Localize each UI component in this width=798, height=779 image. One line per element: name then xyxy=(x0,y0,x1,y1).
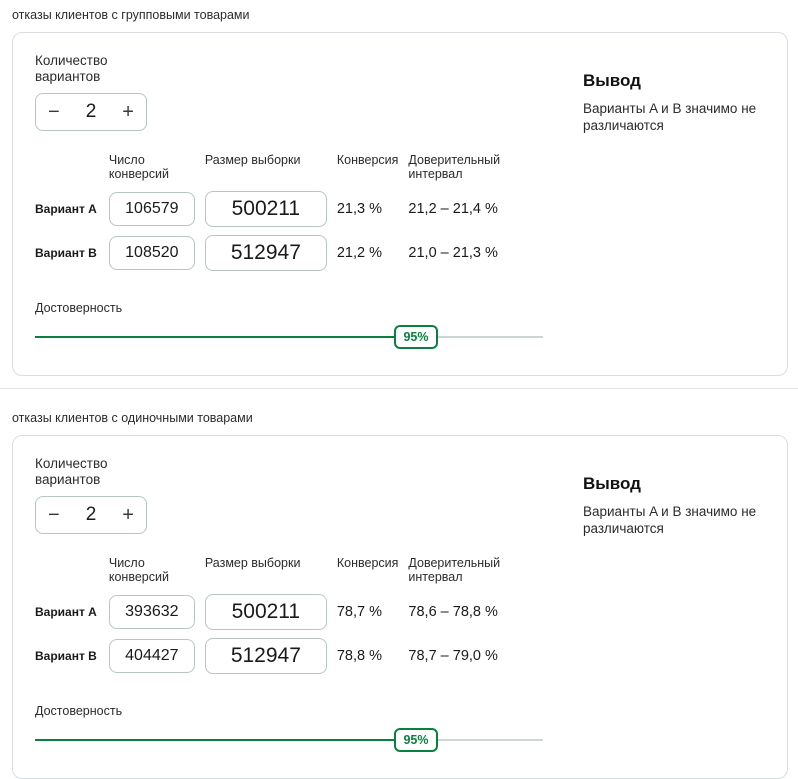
confidence-slider[interactable] xyxy=(35,325,543,349)
header-conversions: Число конверсий xyxy=(108,153,169,181)
table-header-row xyxy=(35,556,510,590)
conversion-rate-b: 21,2 % xyxy=(336,245,383,261)
table-row xyxy=(35,231,510,275)
cell-ci-b xyxy=(408,231,510,275)
variants-stepper[interactable] xyxy=(35,93,147,131)
slider-knob[interactable]: 95% xyxy=(394,325,438,349)
conversions-input-a[interactable]: 393632 xyxy=(109,595,195,629)
header-confidence-interval: Доверительный интервал xyxy=(408,556,501,584)
header-conversion-rate: Конверсия xyxy=(336,556,399,570)
slider-fill xyxy=(35,336,416,338)
header-sample-size: Размер выборки xyxy=(204,153,301,167)
variants-count-label-line1: Количество xyxy=(35,456,108,471)
variants-value: 2 xyxy=(85,101,97,122)
decrement-button[interactable]: − xyxy=(48,101,60,123)
confidence-interval-a: 78,6 – 78,8 % xyxy=(408,604,498,620)
cell-ci-b xyxy=(408,634,510,678)
variants-count-label-line2: вариантов xyxy=(35,472,101,487)
calculator-card xyxy=(12,435,788,779)
section-caption: отказы клиентов с групповыми товарами xyxy=(12,8,250,22)
sample-size-input-a[interactable]: 500211 xyxy=(205,191,327,227)
cell-conversion-b xyxy=(337,231,409,275)
increment-button[interactable]: + xyxy=(122,101,134,123)
table-row xyxy=(35,187,510,231)
confidence-interval-b: 78,7 – 79,0 % xyxy=(408,648,498,664)
cell-sample-b xyxy=(205,231,337,275)
table-row xyxy=(35,590,510,634)
variants-count-label-line1: Количество xyxy=(35,53,108,68)
confidence-label: Достоверность xyxy=(35,704,123,718)
variants-value: 2 xyxy=(85,504,97,525)
sample-size-input-b[interactable]: 512947 xyxy=(205,638,327,674)
table-header-row xyxy=(35,153,510,187)
conclusion-text: Варианты A и B значимо не различаются xyxy=(583,504,757,536)
conversion-rate-a: 78,7 % xyxy=(336,604,383,620)
slider-knob[interactable]: 95% xyxy=(394,728,438,752)
conversions-input-a[interactable]: 106579 xyxy=(109,192,195,226)
cell-conversion-a xyxy=(337,590,409,634)
row-label-variant-b: Вариант B xyxy=(35,649,97,663)
variants-count-label-line2: вариантов xyxy=(35,69,101,84)
conclusion-title: Вывод xyxy=(583,474,641,493)
ab-results-table xyxy=(35,556,510,678)
ab-test-block-single xyxy=(0,391,798,779)
cell-sample-a xyxy=(205,590,337,634)
block-separator xyxy=(0,388,798,389)
conclusion-panel xyxy=(583,474,773,537)
conversions-input-b[interactable]: 108520 xyxy=(109,236,195,270)
ab-results-table xyxy=(35,153,510,275)
cell-conversions-a xyxy=(109,590,205,634)
confidence-label: Достоверность xyxy=(35,301,123,315)
confidence-slider[interactable] xyxy=(35,728,543,752)
conversions-input-b[interactable]: 404427 xyxy=(109,639,195,673)
header-empty xyxy=(35,153,109,187)
header-empty xyxy=(35,556,109,590)
row-label-variant-a: Вариант А xyxy=(35,202,97,216)
cell-ci-a xyxy=(408,187,510,231)
conclusion-text: Варианты A и B значимо не различаются xyxy=(583,101,757,133)
conversion-rate-a: 21,3 % xyxy=(336,201,383,217)
cell-ci-a xyxy=(408,590,510,634)
increment-button[interactable]: + xyxy=(122,504,134,526)
confidence-interval-b: 21,0 – 21,3 % xyxy=(408,245,498,261)
header-confidence-interval: Доверительный интервал xyxy=(408,153,501,181)
confidence-interval-a: 21,2 – 21,4 % xyxy=(408,201,498,217)
row-label-variant-a: Вариант А xyxy=(35,605,97,619)
row-label-variant-b: Вариант B xyxy=(35,246,97,260)
variants-stepper[interactable] xyxy=(35,496,147,534)
cell-conversions-b xyxy=(109,634,205,678)
conclusion-panel xyxy=(583,71,773,134)
conversion-rate-b: 78,8 % xyxy=(336,648,383,664)
sample-size-input-a[interactable]: 500211 xyxy=(205,594,327,630)
calculator-card xyxy=(12,32,788,376)
cell-conversions-a xyxy=(109,187,205,231)
header-sample-size: Размер выборки xyxy=(204,556,301,570)
cell-sample-b xyxy=(205,634,337,678)
cell-conversion-a xyxy=(337,187,409,231)
slider-fill xyxy=(35,739,416,741)
ab-test-block-grouped xyxy=(0,0,798,389)
cell-conversions-b xyxy=(109,231,205,275)
conclusion-title: Вывод xyxy=(583,71,641,90)
header-conversions: Число конверсий xyxy=(108,556,169,584)
cell-sample-a xyxy=(205,187,337,231)
table-row xyxy=(35,634,510,678)
header-conversion-rate: Конверсия xyxy=(336,153,399,167)
sample-size-input-b[interactable]: 512947 xyxy=(205,235,327,271)
cell-conversion-b xyxy=(337,634,409,678)
decrement-button[interactable]: − xyxy=(48,504,60,526)
section-caption: отказы клиентов с одиночными товарами xyxy=(12,411,253,425)
